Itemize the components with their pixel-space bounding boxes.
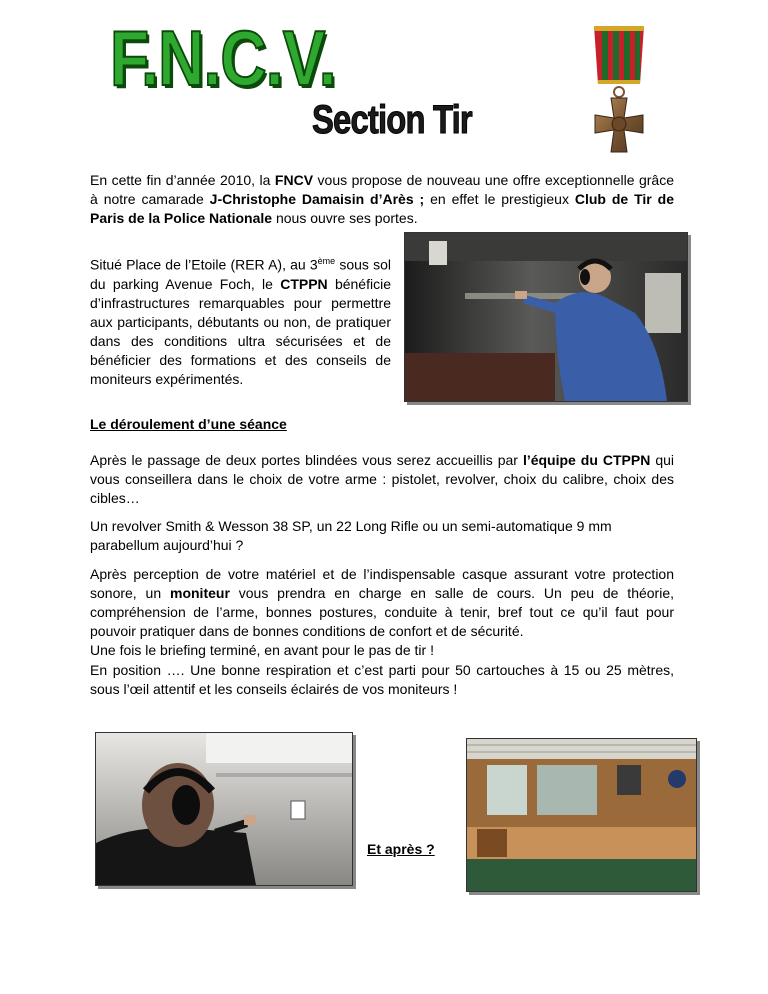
location-sup: ème <box>317 256 336 266</box>
ctppn-bold: CTPPN <box>280 275 328 292</box>
logo-subtitle: Section Tir <box>312 98 472 142</box>
section-paragraph-2: Un revolver Smith & Wesson 38 SP, un 22 Long Rifle ou un semi-automatique 9 mm parabellum aujourd’hui ? <box>90 518 612 553</box>
section-text: vous prendra en charge en salle de cours. Un peu de théorie, compréhension de l’arme, bonnes postures, conduite à tenir, bref tout ce qu’il faut pour pouvoir pratiquer dans de bonnes conditions de confort et de sécurité. <box>90 585 674 639</box>
camarade-name: J-Christophe Damaisin d’Arès ; <box>209 191 425 207</box>
intro-text: vous propose de nouveau une offre exceptionnelle grâce à notre camarade <box>90 172 674 207</box>
section-text: Une fois le briefing terminé, en avant pour le pas de tir ! <box>90 642 434 658</box>
club-name: Club de Tir de Paris de la Police Nationale <box>90 191 674 226</box>
section-text: qui vous conseillera dans le choix de votre arme : pistolet, revolver, choix du calibre, choix des cibles… <box>90 452 674 506</box>
photo-shooter-range <box>404 232 688 402</box>
photo-clubhouse-interior <box>466 738 697 892</box>
section-heading: Le déroulement d’une séance <box>90 416 287 432</box>
location-text: Situé Place de l’Etoile (RER A), au 3 <box>90 256 318 273</box>
croix-du-combattant-medal-icon <box>580 22 658 160</box>
intro-text: En cette fin d’année 2010, la <box>90 172 275 188</box>
moniteur-bold: moniteur <box>170 585 230 601</box>
equipe-bold: l’équipe du CTPPN <box>522 452 651 468</box>
section-text: Après le passage de deux portes blindées vous serez accueillis par <box>90 452 523 468</box>
intro-text: nous ouvre ses portes. <box>272 210 418 226</box>
section-paragraph-4: En position …. Une bonne respiration et c’est parti pour 50 cartouches à 15 ou 25 mètres, sous l’œil attentif et les conseils éclairés de vos moniteurs ! <box>90 662 674 697</box>
photo-shooter-closeup <box>95 732 353 886</box>
location-text: sous sol du parking Avenue Foch, le <box>90 256 392 292</box>
location-text: bénéficie d’infrastructures remarquables pour permettre aux participants, débutants ou non, de pratiquer dans des conditions ultra sécurisées et de bénéficier des formations et des conseils de moniteurs expérimentés. <box>90 275 391 387</box>
location-paragraph <box>90 252 391 389</box>
section-text: Après perception de votre matériel et de l’indispensable casque assurant votre protection sonore, un <box>90 566 674 601</box>
et-apres-heading: Et après ? <box>367 841 435 857</box>
section-paragraph-3 <box>90 565 674 660</box>
logo-title: F.N.C.V. <box>110 14 336 102</box>
intro-paragraph <box>90 171 674 228</box>
fncv-bold: FNCV <box>274 172 314 188</box>
section-paragraph-1 <box>90 451 674 508</box>
intro-text: en effet le prestigieux <box>424 191 575 207</box>
